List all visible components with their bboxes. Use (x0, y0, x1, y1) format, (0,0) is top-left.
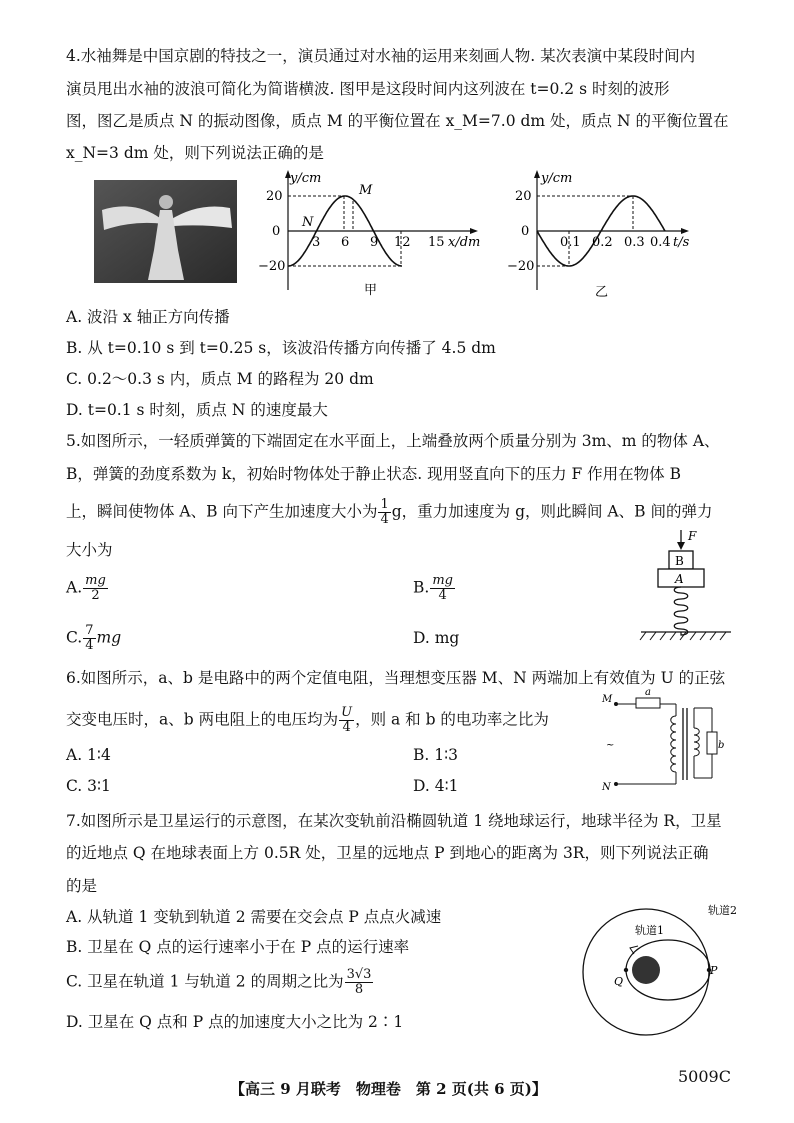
yi-xlabel: t/s (673, 235, 690, 250)
jia-xtick-15: 15 (428, 235, 445, 250)
q6-line-1: 6.如图所示，a、b 是电路中的两个定值电阻，当理想变压器 M、N 两端加上有效值为 U 的正弦 (66, 669, 726, 687)
point-Q-label: Q (614, 975, 624, 988)
q6-option-a: A. 1∶4 (66, 746, 111, 764)
jia-ytick-neg20: −20 (258, 259, 286, 274)
q5-option-b: B. $\frac{mg}{4}$ (413, 573, 453, 603)
yi-ttick-01: 0.1 (560, 235, 581, 250)
q7-line-2: 的近地点 Q 在地球表面上方 0.5R 处，卫星的远地点 P 到地心的距离为 3R，则下列说法正确 (66, 844, 709, 862)
jia-xtick-9: 9 (370, 235, 379, 250)
orbit1-label: 轨道1 (635, 924, 664, 937)
q4-line-1: 4.水袖舞是中国京剧的特技之一，演员通过对水袖的运用来刻画人物. 某次表演中某段时间内 (66, 47, 696, 65)
jia-ytick-0: 0 (272, 224, 281, 239)
q5-line-5: 大小为 (66, 541, 113, 559)
yi-ttick-04: 0.4 (650, 235, 671, 250)
orbit2-label: 轨道2 (708, 904, 737, 917)
q6-option-b: B. 1∶3 (413, 746, 459, 764)
yi-caption: 乙 (595, 285, 609, 300)
q7-line-3: 的是 (66, 877, 98, 895)
q4-line-3: 图，图乙是质点 N 的振动图像，质点 M 的平衡位置在 x_M=7.0 dm 处，质点 N 的平衡位置在 (66, 112, 729, 130)
q6-option-d: D. 4∶1 (413, 777, 459, 795)
yi-ytick-20: 20 (515, 189, 532, 204)
block-A-label: A (675, 572, 684, 586)
terminal-N: N (602, 782, 611, 793)
terminal-M: M (602, 694, 613, 705)
q5-option-a: A. $\frac{mg}{2}$ (66, 573, 106, 603)
yi-ttick-02: 0.2 (592, 235, 613, 250)
vibration-graph-yi (505, 168, 705, 300)
jia-ylabel: y/cm (290, 171, 322, 186)
q4-line-4: x_N=3 dm 处，则下列说法正确的是 (66, 144, 324, 162)
ac-symbol: ~ (606, 740, 615, 751)
q5-option-c: C. $\frac{7}{4}$ mg (66, 623, 122, 653)
jia-xtick-6: 6 (341, 235, 350, 250)
resistor-a-label: a (645, 687, 651, 698)
q4-option-b: B. 从 t=0.10 s 到 t=0.25 s，该波沿传播方向传播了 4.5 dm (66, 339, 496, 357)
point-P-label: P (710, 964, 718, 977)
q5-line-1: 5.如图所示，一轻质弹簧的下端固定在水平面上，上端叠放两个质量分别为 3m、m 的物体 A、 (66, 432, 720, 450)
block-B-label: B (675, 554, 684, 568)
q6-line-2: 交变电压时，a、b 两电阻上的电压均为 $\frac{U}{4}$ ，则 a 和 b 的电功率之比为 (66, 705, 549, 735)
q6-frac-u4: $\frac{U}{4}$ (341, 705, 353, 735)
yi-ttick-03: 0.3 (624, 235, 645, 250)
q4-line-2: 演员甩出水袖的波浪可简化为简谐横波. 图甲是这段时间内这列波在 t=0.2 s 时刻的波形 (66, 80, 670, 98)
force-F-label: F (688, 529, 697, 543)
transformer-circuit (596, 686, 726, 796)
jia-caption: 甲 (364, 283, 378, 298)
resistor-b-label: b (718, 740, 725, 751)
q7-line-1: 7.如图所示是卫星运行的示意图，在某次变轨前沿椭圆轨道 1 绕地球运行，地球半径为 R，卫星 (66, 812, 722, 830)
q5-frac-quarter: $\frac{1}{4}$ (380, 497, 389, 527)
q5-option-d: D. mg (413, 629, 460, 647)
satellite-orbit-figure (576, 898, 746, 1048)
dancer-photo (94, 180, 237, 283)
jia-label-M: M (359, 183, 373, 198)
jia-label-N: N (302, 215, 314, 230)
jia-xlabel: x/dm (448, 235, 481, 250)
page-footer: 【高三 9 月联考 物理卷 第 2 页(共 6 页)】 (230, 1080, 547, 1098)
q4-option-c: C. 0.2～0.3 s 内，质点 M 的路程为 20 dm (66, 370, 374, 388)
q4-option-d: D. t=0.1 s 时刻，质点 N 的速度最大 (66, 401, 328, 419)
jia-xtick-3: 3 (312, 235, 321, 250)
q6-option-c: C. 3∶1 (66, 777, 111, 795)
yi-ytick-neg20: −20 (507, 259, 535, 274)
yi-ytick-0: 0 (521, 224, 530, 239)
paper-code: 5009C (678, 1067, 731, 1086)
q7-option-b: B. 卫星在 Q 点的运行速率小于在 P 点的运行速率 (66, 938, 410, 956)
jia-xtick-12: 12 (394, 235, 411, 250)
q5-line-2: B，弹簧的劲度系数为 k，初始时物体处于静止状态. 现用竖直向下的压力 F 作用在物体 B (66, 465, 681, 483)
q7-option-a: A. 从轨道 1 变轨到轨道 2 需要在交会点 P 点点火减速 (66, 908, 442, 926)
wave-graph-jia (256, 168, 486, 298)
jia-ytick-20: 20 (266, 189, 283, 204)
q7-option-c: C. 卫星在轨道 1 与轨道 2 的周期之比为 $\frac{3√3}{8}$ (66, 967, 372, 997)
q5-line-3: 上，瞬间使物体 A、B 向下产生加速度大小为 $\frac{1}{4}$ g，重力加速度为 g，则此瞬间 A、B 间的弹力 (66, 497, 713, 527)
yi-ylabel: y/cm (541, 171, 573, 186)
q7-frac-period: $\frac{3√3}{8}$ (346, 967, 372, 997)
q7-option-d: D. 卫星在 Q 点和 P 点的加速度大小之比为 2∶1 (66, 1013, 404, 1031)
spring-blocks-figure (636, 528, 736, 650)
q4-option-a: A. 波沿 x 轴正方向传播 (66, 308, 230, 326)
